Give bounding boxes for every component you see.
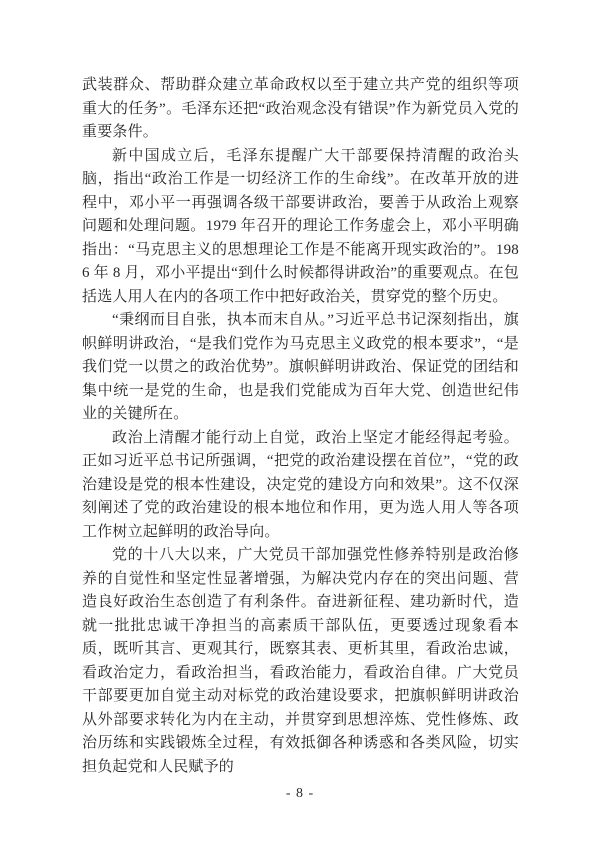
paragraph: “秉纲而目自张，执本而末自从。”习近平总书记深刻指出，旗帜鲜明讲政治，“是我们党作为马克思主义政党的根本要求”，“是我们党一以贯之的政治优势”。旗帜鲜明讲政治、保证党的团结和集中统一是党的生命，也是我们党能成为百年大党、创造世纪伟业的关键所在。 xyxy=(82,312,519,422)
page-number: - 8 - xyxy=(285,786,315,801)
text-block xyxy=(82,74,519,779)
paragraph: 党的十八大以来，广大党员干部加强党性修养特别是政治修养的自觉性和坚定性显著增强，为解决党内存在的突出问题、营造良好政治生态创造了有利条件。奋进新征程、建功新时代，造就一批批忠诚干净担当的高素质干部队伍，更要透过现象看本质，既听其言、更观其行，既察其表、更析其里，看政治忠诚，看政治定力，看政治担当，看政治能力，看政治自律。广大党员干部要更加自觉主动对标党的政治建设要求，把旗帜鲜明讲政治从外部要求转化为内在主动，并贯穿到思想淬炼、党性修炼、政治历练和实践锻炼全过程，有效抵御各种诱惑和各类风险，切实担负起党和人民赋予的 xyxy=(82,547,519,775)
paragraph-continuation: 武装群众、帮助群众建立革命政权以至于建立共产党的组织等项重大的任务”。毛泽东还把“政治观念没有错误”作为新党员入党的重要条件。 xyxy=(82,77,519,140)
paragraph: 政治上清醒才能行动上自觉，政治上坚定才能经得起考验。正如习近平总书记所强调，“把党的政治建设摆在首位”，“党的政治建设是党的根本性建设，决定党的建设方向和效果”。这不仅深刻阐述了党的政治建设的根本地位和作用，更为选人用人等各项工作树立起鲜明的政治导向。 xyxy=(82,429,519,540)
paragraph: 新中国成立后，毛泽东提醒广大干部要保持清醒的政治头脑，指出“政治工作是一切经济工作的生命线”。在改革开放的进程中，邓小平一再强调各级干部要讲政治，要善于从政治上观察问题和处理问题。1979 年召开的理论工作务虚会上，邓小平明确指出：“马克思主义的思想理论工作是不能离开现实政治的”。1986 年 8 月，邓小平提出“到什么时候都得讲政治”的重要观点。在包括选人用人在内的各项工作中把好政治关，贯穿党的整个历史。 xyxy=(82,147,519,305)
